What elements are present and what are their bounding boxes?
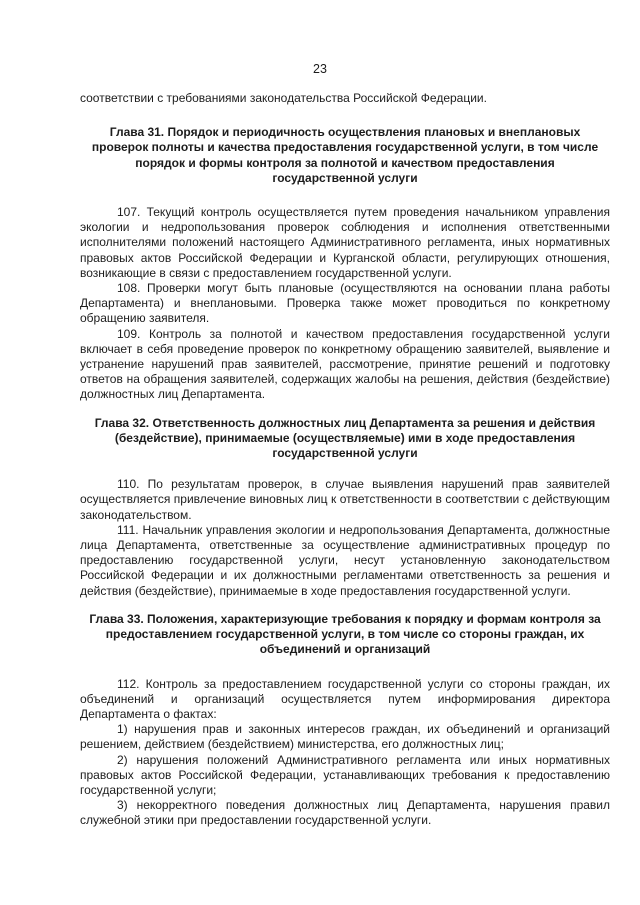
paragraph-109: 109. Контроль за полнотой и качеством предоставления государственной услуги включает в себя проведение проверок по конкретному обращению заявителей, выявление и устранение нарушений прав заявителей, рассмотрение, принятие решений и подготовку ответов на обращения заявителей, содержащих жалобы на решения, действия (бездействие) должностных лиц Департамента. xyxy=(80,326,610,402)
chapter-32 xyxy=(80,416,610,599)
chapter-33-heading: Глава 33. Положения, характеризующие требования к порядку и формам контроля за предоставлением государственной услуги, в том числе со стороны граждан, их объединений и организаций xyxy=(89,611,601,657)
chapter-32-heading: Глава 32. Ответственность должностных лиц Департамента за решения и действия (бездействие), принимаемые (осуществляемые) ими в ходе предоставления государственной услуги xyxy=(94,415,596,461)
paragraph-111: 111. Начальник управления экологии и недропользования Департамента, должностные лица Департамента, ответственные за осуществление административных процедур по предоставлению государственной услуги, несут установленную законодательством Российской Федерации и их должностными регламентами ответственность за решения и действия (бездействие), принимаемые в ходе предоставления государственной услуги. xyxy=(80,522,610,598)
paragraph-107: 107. Текущий контроль осуществляется путем проведения начальником управления экологии и недропользования проверок соблюдения и исполнения ответственными исполнителями положений настоящего Административного регламента, иных нормативных правовых актов Российской Федерации и Курганской области, регулирующих отношения, возникающие в связи с предоставлением государственной услуги. xyxy=(80,205,610,280)
list-item-3: 3) некорректного поведения должностных лиц Департамента, нарушения правил служебной этики при предоставлении государственной услуги. xyxy=(80,798,610,828)
paragraph-108: 108. Проверки могут быть плановые (осуществляются на основании плана работы Департамента) и внеплановыми. Проверка также может проводиться по конкретному обращению заявителя. xyxy=(80,281,610,326)
list-item-2: 2) нарушения положений Административного регламента или иных нормативных правовых актов Российской Федерации, устанавливающих требования к предоставлению государственной услуги; xyxy=(80,752,610,797)
continuation-text: соответствии с требованиями законодательства Российской Федерации. xyxy=(80,91,487,105)
list-item-1: 1) нарушения прав и законных интересов граждан, их объединений и организаций решением, действием (бездействием) министерства, его должностных лиц; xyxy=(80,722,610,752)
paragraph-112: 112. Контроль за предоставлением государственной услуги со стороны граждан, их объединений и организаций осуществляется путем информирования директора Департамента о фактах: xyxy=(80,676,610,721)
chapter-31-heading: Глава 31. Порядок и периодичность осуществления плановых и внеплановых проверок полноты и качества предоставления государственной услуги, в том числе порядок и формы контроля за полнотой и качеством предоставления государственной услуги xyxy=(91,125,599,185)
paragraph-110: 110. По результатам проверок, в случае выявления нарушений прав заявителей осуществляется привлечение виновных лиц к ответственности в соответствии с действующим законодательством. xyxy=(80,477,610,522)
chapter-33 xyxy=(80,612,610,829)
page-number: 23 xyxy=(313,62,327,76)
document-body xyxy=(80,91,610,829)
chapter-31 xyxy=(80,125,610,402)
